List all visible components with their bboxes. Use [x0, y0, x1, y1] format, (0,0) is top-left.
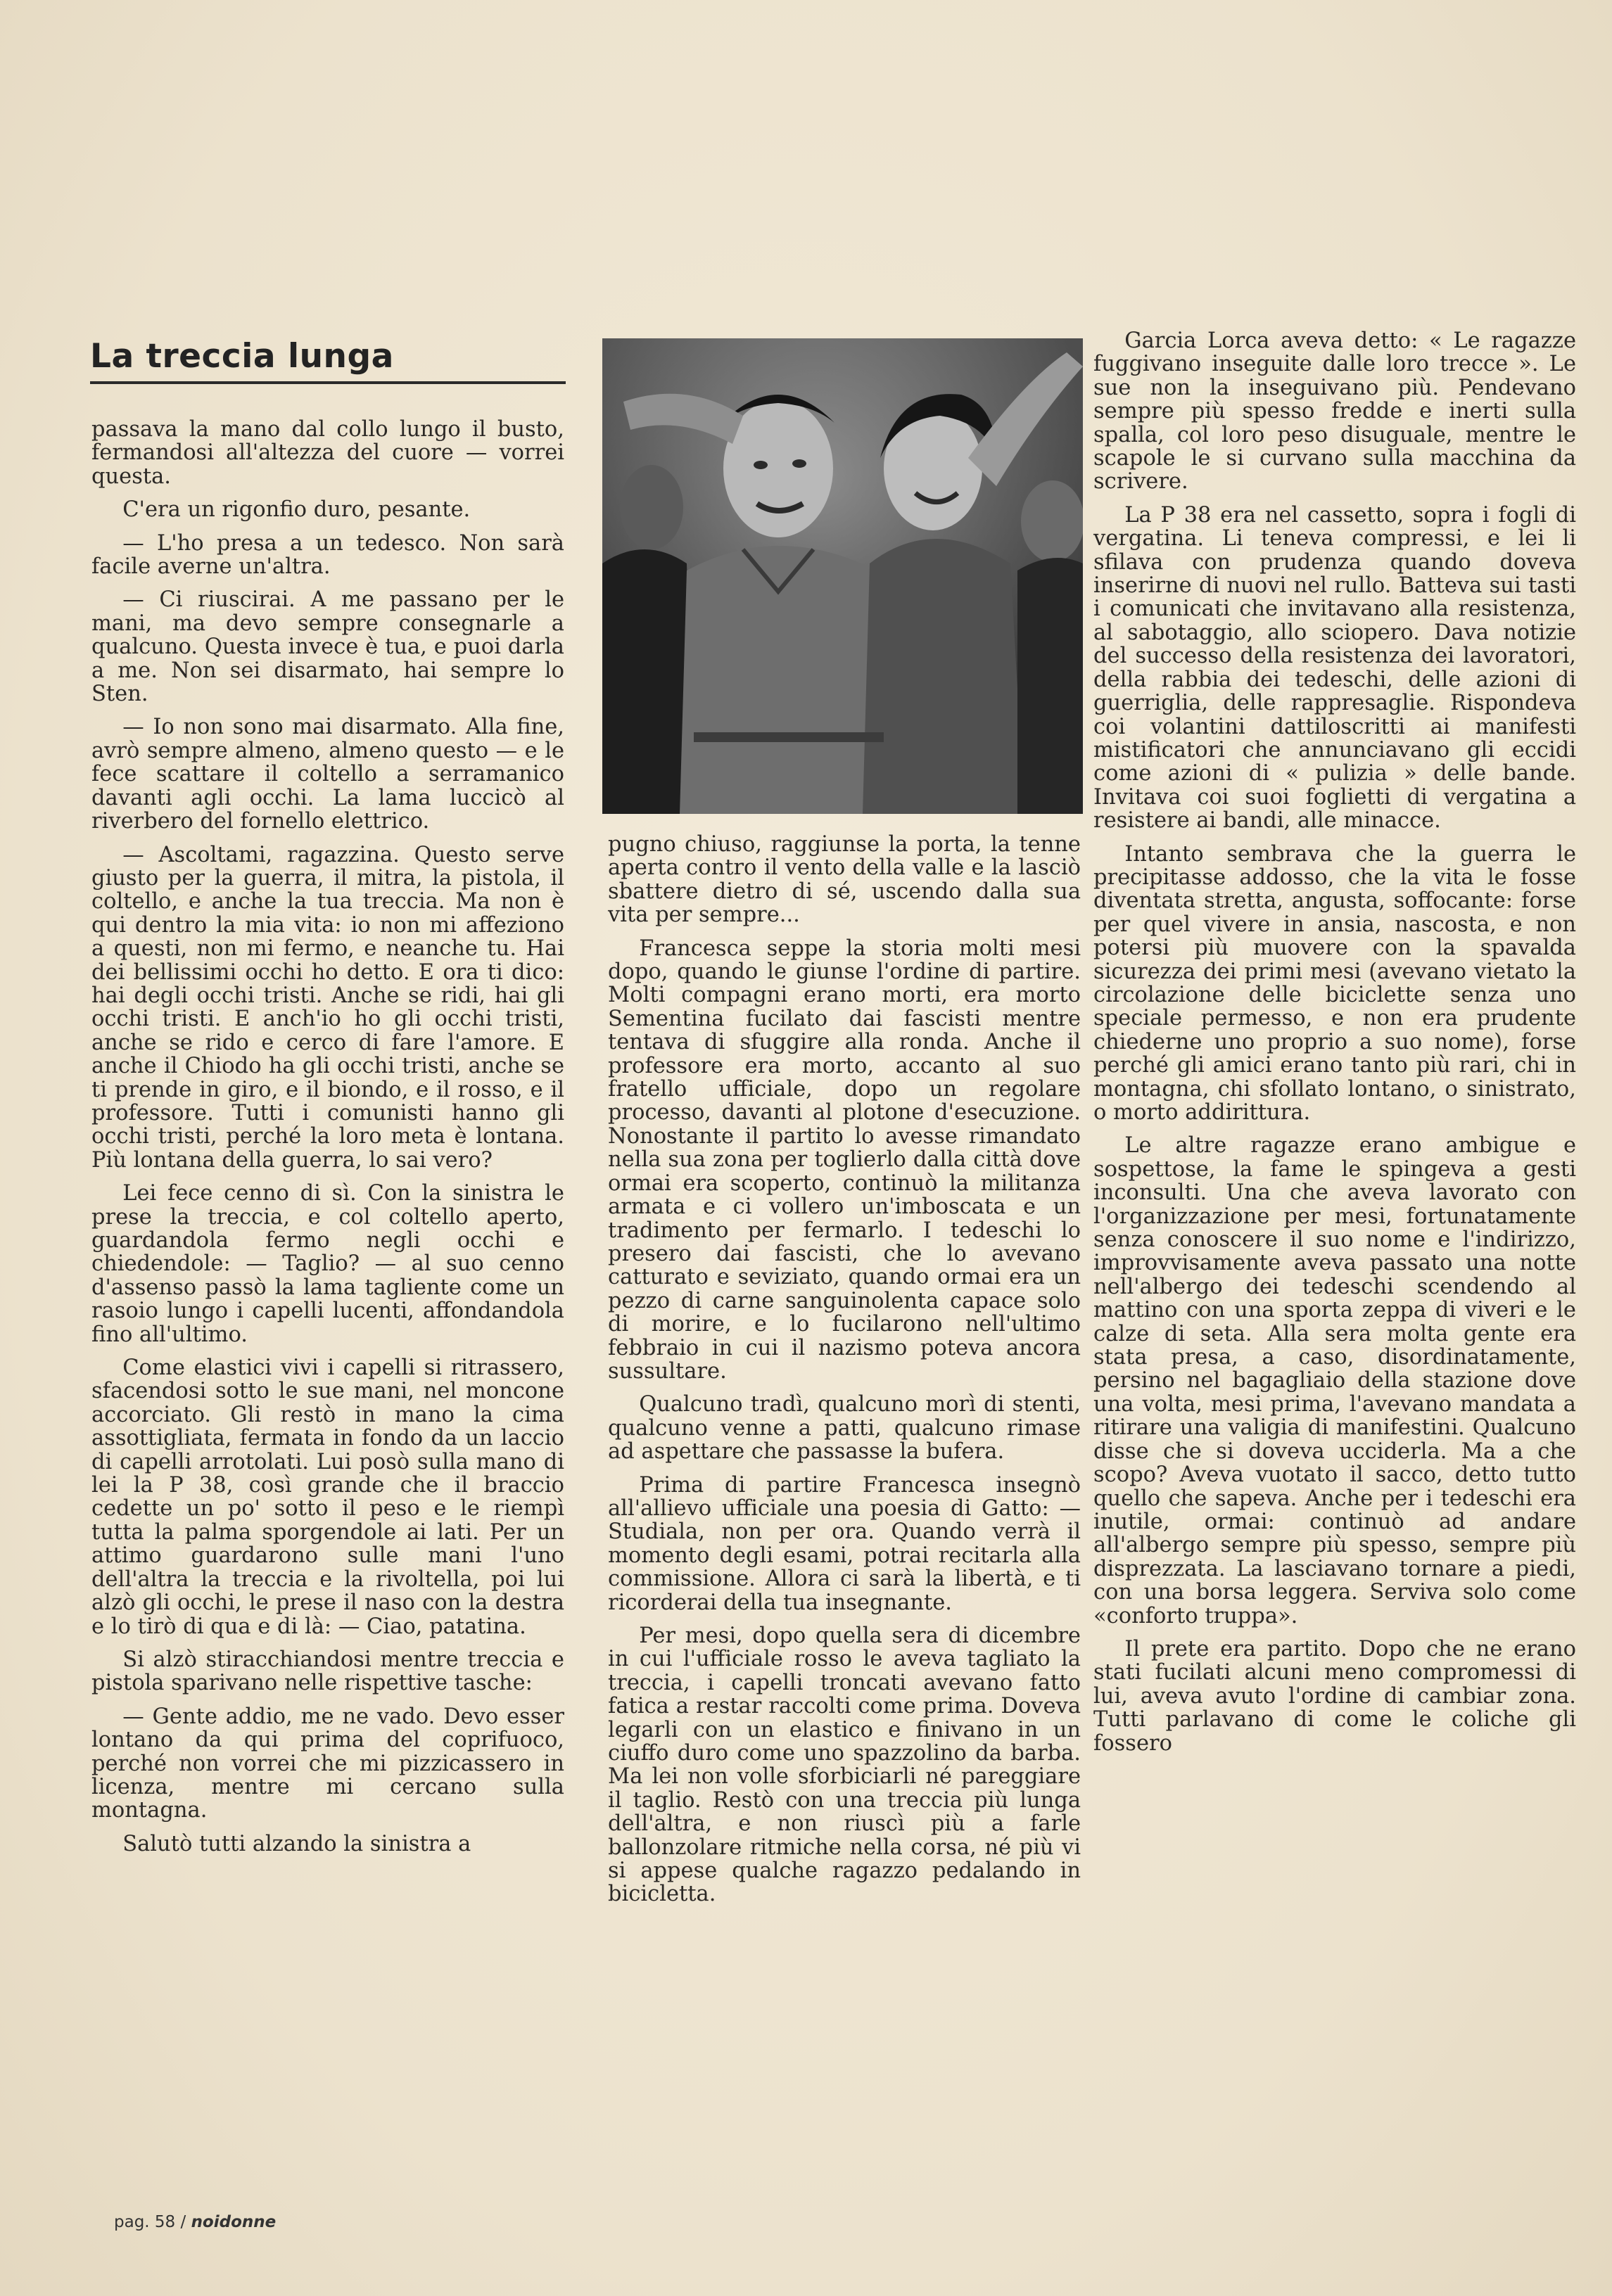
- text-column-3: [1093, 329, 1576, 1755]
- paragraph: Si alzò stiracchiandosi mentre treccia e pistola sparivano nelle rispettive tasche:: [91, 1647, 564, 1696]
- magazine-name: noidonne: [191, 2213, 277, 2231]
- paragraph: — L'ho presa a un tedesco. Non sarà facile averne un'altra.: [91, 530, 564, 580]
- paragraph: Per mesi, dopo quella sera di dicembre in cui l'ufficiale rosso le aveva tagliato la treccia, i capelli troncati avevano fatto fatica a restar raccolti come prima. Doveva legarli con un elastico e finivano in un ciuffo duro come uno spazzolino da barba. Ma lei non volle sforbiciarli né pareggiare il taglio. Restò con una treccia più lunga dell'altra, e non riuscì più a farle ballonzolare ritmiche nella corsa, né più vi si appese qualche ragazzo pedalando in bicicletta.: [608, 1624, 1081, 1907]
- paragraph: Prima di partire Francesca insegnò all'allievo ufficiale una poesia di Gatto: — Studiala, non per ora. Quando verrà il momento degli esami, potrai recitarla alla commissione. Allora ci sarà la libertà, e ti ricorderai della tua insegnante.: [608, 1472, 1081, 1615]
- paragraph: Francesca seppe la storia molti mesi dopo, quando le giunse l'ordine di partire. Molti compagni erano morti, era morto Sementina fucilato dai fascisti mentre tentava di sfuggire alla ronda. Anche il professore era morto, accanto al suo fratello ufficiale, dopo un regolare processo, davanti al plotone d'esecuzione. Nonostante il partito lo avesse rimandato nella sua zona per toglierlo dalla città dove ormai era scoperto, continuò la militanza armata e ci vollero un'imboscata e un tradimento per fermarlo. I tedeschi lo presero dai fascisti, che lo avevano catturato e seviziato, quando ormai era un pezzo di carne sanguinolenta capace solo di morire, e lo fucilarono nell'ultimo febbraio in cui il nazismo poteva ancora sussultare.: [608, 936, 1081, 1384]
- paragraph: pugno chiuso, raggiunse la porta, la tenne aperta contro il vento della valle e la lasciò sbattere dietro di sé, uscendo dalla sua vita per sempre...: [608, 832, 1081, 928]
- page-footer: [114, 2213, 276, 2231]
- paragraph: Garcia Lorca aveva detto: « Le ragazze fuggivano inseguite dalle loro trecce ». Le sue non la inseguivano più. Pendevano sempre più spesso fredde e inerti sulla spalla, col loro peso disuguale, mentre le scapole le si curvano sulla macchina da scrivere.: [1093, 329, 1576, 495]
- paragraph: — Ci riuscirai. A me passano per le mani, ma devo sempre consegnarle a qualcuno. Questa invece è tua, e puoi darla a me. Non sei disarmato, hai sempre lo Sten.: [91, 587, 564, 707]
- paragraph: — Ascoltami, ragazzina. Questo serve giusto per la guerra, il mitra, la pistola, il coltello, e anche la tua treccia. Ma non è qui dentro la mia vita: io non mi affeziono a questi, non mi fermo, e neanche tu. Hai dei bellissimi occhi ho detto. E ora ti dico: hai degli occhi tristi. Anche se ridi, hai gli occhi tristi. E anch'io ho gli occhi tristi, anche se rido e cerco di fare l'amore. E anche il Chiodo ha gli occhi tristi, anche se ti prende in giro, e il biondo, e il rosso, e il professore. Tutti i comunisti hanno gli occhi tristi, perché la loro meta è lontana. Più lontana della guerra, lo sai vero?: [91, 842, 564, 1173]
- paragraph: — Io non sono mai disarmato. Alla fine, avrò sempre almeno, almeno questo — e le fece scattare il coltello a serramanico davanti agli occhi. La lama luccicò al riverbero del fornello elettrico.: [91, 715, 564, 834]
- paragraph: C'era un rigonfio duro, pesante.: [122, 497, 471, 523]
- paragraph: Qualcuno tradì, qualcuno morì di stenti, qualcuno venne a patti, qualcuno rimase ad aspettare che passasse la bufera.: [608, 1392, 1081, 1465]
- partisans-photo-icon: [602, 338, 1083, 814]
- paragraph: Lei fece cenno di sì. Con la sinistra le prese la treccia, e col coltello aperto, guardandola fermo negli occhi e chiedendole: — Taglio? — al suo cenno d'assenso passò la lama tagliente come un rasoio lungo i capelli lucenti, affondandola fino all'ultimo.: [91, 1181, 564, 1347]
- paragraph: passava la mano dal collo lungo il busto, fermandosi all'altezza del cuore — vorrei questa.: [91, 417, 564, 489]
- paragraph: La P 38 era nel cassetto, sopra i fogli di vergatina. Li teneva compressi, e lei li sfilava con prudenza quando doveva inserirne di nuovi nel rullo. Batteva sui tasti i comunicati che invitavano alla resistenza, al sabotaggio, allo sciopero. Dava notizie del successo della resistenza dei lavoratori, della rabbia dei tedeschi, delle azioni di guerriglia, delle rappresaglie. Rispondeva coi volantini dattiloscritti ai manifesti mistificatori che annunciavano gli eccidi come azioni di « pulizia » delle bande. Invitava coi suoi foglietti di vergatina a resistere ai bandi, alle minacce.: [1093, 502, 1576, 834]
- paragraph: — Gente addio, me ne vado. Devo esser lontano da qui prima del coprifuoco, perché non vorrei che mi pizzicassero in licenza, mentre mi cercano sulla montagna.: [91, 1704, 564, 1823]
- text-column-2: [608, 833, 1081, 1906]
- text-column-1: [91, 418, 564, 1856]
- paragraph: Il prete era partito. Dopo che ne erano stati fucilati alcuni meno compromessi di lui, aveva avuto l'ordine di cambiar zona. Tutti parlavano di come le coliche gli fossero: [1093, 1636, 1576, 1756]
- heading-rule: [90, 381, 566, 384]
- paragraph: Intanto sembrava che la guerra le precipitasse addosso, che la vita le fosse diventata stretta, angusta, soffocante: forse per quel vivere in ansia, nascosta, e non potersi più muovere con la spavalda sicurezza dei primi mesi (avevano vietato la circolazione delle biciclette senza uno speciale permesso, e non era prudente chiederne uno proprio a suo nome), forse perché gli amici erano tanto più rari, chi in montagna, chi sfollato lontano, o sinistrato, o morto addirittura.: [1093, 841, 1576, 1125]
- article-heading: La treccia lunga: [90, 337, 394, 376]
- paragraph: Come elastici vivi i capelli si ritrassero, sfacendosi sotto le sue mani, nel moncone accorciato. Gli restò in mano la cima assottigliata, fermata in fondo da un laccio di capelli arrotolati. Lui posò sulla mano di lei la P 38, così grande che il braccio cedette un po' sotto il peso e le riempì tutta la palma sporgendole ai lati. Per un attimo guardarono sulle mani l'uno dell'altra la treccia e la rivoltella, poi lui alzò gli occhi, le prese il naso con la destra e lo tirò di qua e di là: — Ciao, patatina.: [91, 1356, 564, 1639]
- paragraph: Le altre ragazze erano ambigue e sospettose, la fame le spingeva a gesti inconsulti. Una che aveva lavorato con l'organizzazione per mesi, fortunatamente senza conoscere il suo nome e l'indirizzo, improvvisamente aveva passato una notte nell'albergo dei tedeschi scendendo al mattino con una sporta zeppa di viveri e le calze di seta. Alla sera molta gente era stata presa, a caso, disordinatamente, persino nel bagagliaio della stazione dove una volta, mesi prima, l'avevano mandata a ritirare una valigia di manifestini. Qualcuno disse che si doveva ucciderla. Ma a che scopo? Aveva vuotato il sacco, detto tutto quello che sapeva. Anche per i tedeschi era inutile, ormai: continuò ad andare all'albergo sempre più spesso, sempre più disprezzata. La lasciavano tornare a piedi, con una borsa leggera. Serviva solo come «conforto truppa».: [1093, 1133, 1576, 1628]
- page-number: pag. 58 /: [114, 2213, 186, 2231]
- paragraph: Salutò tutti alzando la sinistra a: [122, 1831, 471, 1856]
